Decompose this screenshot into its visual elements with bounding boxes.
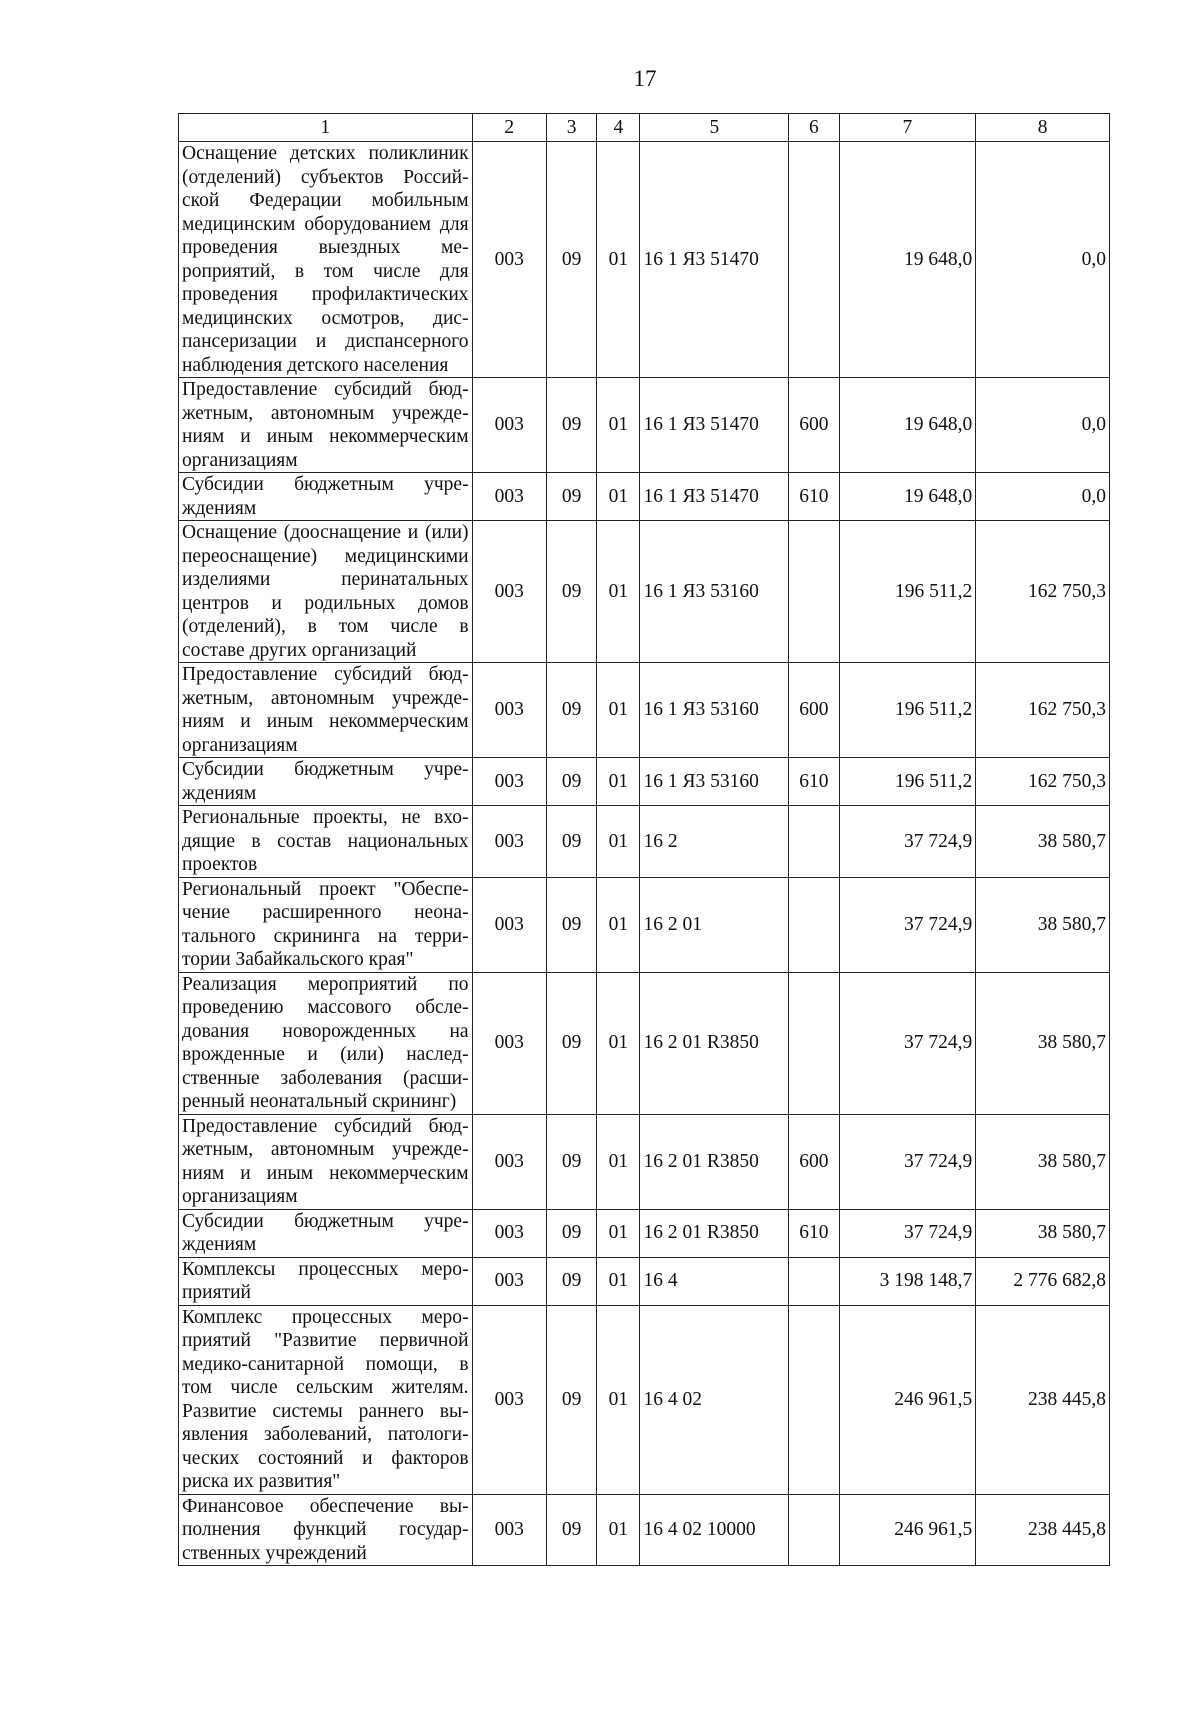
row-code-target: 16 2 <box>640 806 789 878</box>
row-amount-year2: 238 445,8 <box>976 1494 1110 1566</box>
row-code-subsection: 01 <box>597 378 640 473</box>
row-amount-year1: 196 511,2 <box>839 663 976 758</box>
row-name: Оснащение (дооснащение и (или) переоснащение) медицинскими изделиями перинатальных центров и родильных домов (отделений), в том числе в составе других организаций <box>179 521 473 663</box>
row-code-target: 16 1 Я3 51470 <box>640 142 789 378</box>
row-code-subsection: 01 <box>597 1209 640 1257</box>
table-row <box>179 521 1110 663</box>
row-amount-year1: 37 724,9 <box>839 1209 976 1257</box>
table-row <box>179 473 1110 521</box>
row-code-subsection: 01 <box>597 758 640 806</box>
row-code-target: 16 4 02 <box>640 1305 789 1494</box>
row-code-target: 16 1 Я3 51470 <box>640 473 789 521</box>
row-code-expense <box>789 806 839 878</box>
row-code-subsection: 01 <box>597 806 640 878</box>
row-amount-year1: 19 648,0 <box>839 142 976 378</box>
row-name: Предоставление субсидий бюджетным, автономным учреждениям и иным некоммерческим организациям <box>179 378 473 473</box>
table-row <box>179 806 1110 878</box>
row-code-target: 16 4 <box>640 1257 789 1305</box>
row-code-target: 16 1 Я3 51470 <box>640 378 789 473</box>
row-amount-year2: 38 580,7 <box>976 877 1110 972</box>
row-code-expense <box>789 1305 839 1494</box>
header-col-6: 6 <box>789 114 839 142</box>
row-code-admin: 003 <box>472 758 546 806</box>
row-amount-year2: 38 580,7 <box>976 1114 1110 1209</box>
row-amount-year1: 37 724,9 <box>839 877 976 972</box>
row-code-subsection: 01 <box>597 1494 640 1566</box>
row-amount-year1: 37 724,9 <box>839 972 976 1114</box>
row-code-expense <box>789 521 839 663</box>
row-code-section: 09 <box>546 758 596 806</box>
row-code-section: 09 <box>546 1209 596 1257</box>
row-code-subsection: 01 <box>597 972 640 1114</box>
row-amount-year2: 38 580,7 <box>976 972 1110 1114</box>
row-amount-year1: 37 724,9 <box>839 806 976 878</box>
table-row <box>179 877 1110 972</box>
header-row <box>179 114 1110 142</box>
row-name: Финансовое обеспечение выполнения функций государственных учреждений <box>179 1494 473 1566</box>
table-row <box>179 758 1110 806</box>
row-code-section: 09 <box>546 663 596 758</box>
row-code-expense <box>789 972 839 1114</box>
row-name: Предоставление субсидий бюджетным, автономным учреждениям и иным некоммерческим организациям <box>179 663 473 758</box>
row-code-admin: 003 <box>472 473 546 521</box>
row-code-expense <box>789 142 839 378</box>
row-code-section: 09 <box>546 972 596 1114</box>
row-code-section: 09 <box>546 877 596 972</box>
row-code-target: 16 4 02 10000 <box>640 1494 789 1566</box>
row-name: Субсидии бюджетным учреждениям <box>179 473 473 521</box>
row-code-expense: 600 <box>789 663 839 758</box>
table-row <box>179 1494 1110 1566</box>
row-code-target: 16 2 01 R3850 <box>640 972 789 1114</box>
header-col-4: 4 <box>597 114 640 142</box>
row-code-section: 09 <box>546 1114 596 1209</box>
table-body <box>179 142 1110 1566</box>
row-code-subsection: 01 <box>597 1114 640 1209</box>
row-amount-year1: 246 961,5 <box>839 1305 976 1494</box>
row-amount-year1: 246 961,5 <box>839 1494 976 1566</box>
row-code-subsection: 01 <box>597 1305 640 1494</box>
row-code-target: 16 1 Я3 53160 <box>640 663 789 758</box>
row-amount-year2: 0,0 <box>976 142 1110 378</box>
row-code-admin: 003 <box>472 663 546 758</box>
header-col-8: 8 <box>976 114 1110 142</box>
header-col-3: 3 <box>546 114 596 142</box>
row-amount-year1: 196 511,2 <box>839 758 976 806</box>
row-code-target: 16 1 Я3 53160 <box>640 758 789 806</box>
table-row <box>179 1305 1110 1494</box>
row-amount-year1: 19 648,0 <box>839 378 976 473</box>
header-col-7: 7 <box>839 114 976 142</box>
row-code-admin: 003 <box>472 521 546 663</box>
row-code-admin: 003 <box>472 806 546 878</box>
row-name: Региональный проект "Обеспечение расширенного неонатального скрининга на территории Забайкальского края" <box>179 877 473 972</box>
row-code-admin: 003 <box>472 1114 546 1209</box>
budget-table <box>178 113 1110 1566</box>
row-amount-year2: 238 445,8 <box>976 1305 1110 1494</box>
row-code-subsection: 01 <box>597 877 640 972</box>
row-code-expense: 610 <box>789 1209 839 1257</box>
row-code-target: 16 2 01 R3850 <box>640 1114 789 1209</box>
row-code-section: 09 <box>546 142 596 378</box>
table-row <box>179 663 1110 758</box>
row-amount-year2: 38 580,7 <box>976 1209 1110 1257</box>
header-col-2: 2 <box>472 114 546 142</box>
row-code-expense: 610 <box>789 473 839 521</box>
row-code-section: 09 <box>546 378 596 473</box>
row-amount-year2: 162 750,3 <box>976 663 1110 758</box>
row-code-subsection: 01 <box>597 521 640 663</box>
row-code-admin: 003 <box>472 1209 546 1257</box>
row-code-section: 09 <box>546 473 596 521</box>
row-amount-year1: 3 198 148,7 <box>839 1257 976 1305</box>
row-code-admin: 003 <box>472 378 546 473</box>
row-code-expense: 600 <box>789 378 839 473</box>
row-code-target: 16 2 01 <box>640 877 789 972</box>
row-code-admin: 003 <box>472 142 546 378</box>
row-code-target: 16 1 Я3 53160 <box>640 521 789 663</box>
row-code-section: 09 <box>546 1494 596 1566</box>
row-name: Реализация мероприятий по проведению массового обследования новорожденных на врожденные и (или) наследственные заболевания (расширенный неонатальный скрининг) <box>179 972 473 1114</box>
table-row <box>179 1257 1110 1305</box>
row-amount-year2: 0,0 <box>976 378 1110 473</box>
row-code-expense <box>789 877 839 972</box>
table-row <box>179 1209 1110 1257</box>
table-row <box>179 972 1110 1114</box>
row-name: Комплекс процессных мероприятий "Развитие первичной медико-санитарной помощи, в том числе сельским жителям. Развитие системы раннего выявления заболеваний, патологических состояний и факторов риска их развития" <box>179 1305 473 1494</box>
row-name: Предоставление субсидий бюджетным, автономным учреждениям и иным некоммерческим организациям <box>179 1114 473 1209</box>
page-number: 17 <box>633 66 657 91</box>
row-code-section: 09 <box>546 1257 596 1305</box>
row-code-section: 09 <box>546 1305 596 1494</box>
row-amount-year2: 0,0 <box>976 473 1110 521</box>
row-amount-year2: 162 750,3 <box>976 758 1110 806</box>
table-row <box>179 378 1110 473</box>
row-amount-year2: 162 750,3 <box>976 521 1110 663</box>
row-amount-year1: 37 724,9 <box>839 1114 976 1209</box>
table-row <box>179 142 1110 378</box>
row-code-section: 09 <box>546 521 596 663</box>
row-code-subsection: 01 <box>597 1257 640 1305</box>
row-code-subsection: 01 <box>597 663 640 758</box>
row-amount-year1: 196 511,2 <box>839 521 976 663</box>
table-row <box>179 1114 1110 1209</box>
row-amount-year2: 2 776 682,8 <box>976 1257 1110 1305</box>
header-col-1: 1 <box>179 114 473 142</box>
row-name: Региональные проекты, не входящие в состав национальных проектов <box>179 806 473 878</box>
row-amount-year1: 19 648,0 <box>839 473 976 521</box>
row-code-expense <box>789 1494 839 1566</box>
row-name: Субсидии бюджетным учреждениям <box>179 1209 473 1257</box>
header-col-5: 5 <box>640 114 789 142</box>
row-code-section: 09 <box>546 806 596 878</box>
row-code-target: 16 2 01 R3850 <box>640 1209 789 1257</box>
row-code-expense: 610 <box>789 758 839 806</box>
row-code-admin: 003 <box>472 1494 546 1566</box>
row-code-admin: 003 <box>472 1257 546 1305</box>
row-code-expense: 600 <box>789 1114 839 1209</box>
row-amount-year2: 38 580,7 <box>976 806 1110 878</box>
row-code-expense <box>789 1257 839 1305</box>
row-code-admin: 003 <box>472 1305 546 1494</box>
row-name: Комплексы процессных мероприятий <box>179 1257 473 1305</box>
row-code-admin: 003 <box>472 972 546 1114</box>
row-name: Субсидии бюджетным учреждениям <box>179 758 473 806</box>
row-code-subsection: 01 <box>597 473 640 521</box>
row-name: Оснащение детских поликлиник (отделений) субъектов Российской Федерации мобильным медицинским оборудованием для проведения выездных мероприятий, в том числе для проведения профилактических медицинских осмотров, диспансеризации и диспансерного наблюдения детского населения <box>179 142 473 378</box>
row-code-subsection: 01 <box>597 142 640 378</box>
row-code-admin: 003 <box>472 877 546 972</box>
